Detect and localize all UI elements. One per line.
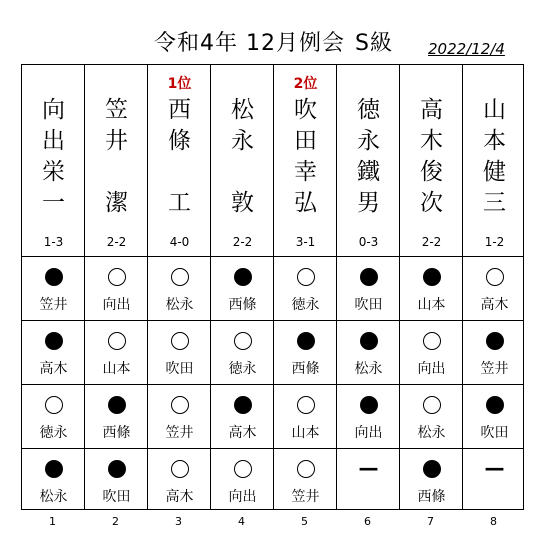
player-column xyxy=(85,65,148,509)
game-cell xyxy=(22,256,85,320)
player-name-char: 高 xyxy=(420,97,443,123)
game-cell xyxy=(85,448,148,512)
player-name-char: 永 xyxy=(231,128,254,154)
game-cell xyxy=(463,448,526,512)
player-name-char: 井 xyxy=(105,128,128,154)
opponent-name: 吹田 xyxy=(102,489,131,505)
title-class: S級 xyxy=(355,31,393,56)
opponent-name: 西條 xyxy=(417,489,446,505)
game-cell xyxy=(148,448,211,512)
game-cell xyxy=(463,384,526,448)
player-column xyxy=(22,65,85,509)
player-name-char: 栄 xyxy=(42,159,65,185)
player-column xyxy=(400,65,463,509)
column-number: 5 xyxy=(301,515,308,528)
opponent-name: 徳永 xyxy=(39,425,68,441)
game-cell xyxy=(274,256,337,320)
game-cell xyxy=(400,320,463,384)
win-circle-icon xyxy=(486,268,504,286)
player-name-char: 幸 xyxy=(294,159,317,185)
win-loss-record: 0-3 xyxy=(358,235,379,249)
game-cell xyxy=(148,256,211,320)
opponent-name: 吹田 xyxy=(165,361,194,377)
game-cell xyxy=(22,448,85,512)
loss-dot-icon xyxy=(234,396,252,414)
loss-dot-icon xyxy=(360,268,378,286)
opponent-name: 吹田 xyxy=(354,297,383,313)
loss-dot-icon xyxy=(423,460,441,478)
loss-dot-icon xyxy=(360,332,378,350)
player-name-char: 鐵 xyxy=(357,159,380,185)
player-column xyxy=(211,65,274,509)
opponent-name: 松永 xyxy=(39,489,68,505)
player-name-char: 弘 xyxy=(294,190,317,216)
opponent-name: 向出 xyxy=(102,297,131,313)
loss-dot-icon xyxy=(108,460,126,478)
results-table xyxy=(21,64,524,510)
win-circle-icon xyxy=(423,332,441,350)
column-number: 3 xyxy=(175,515,182,528)
opponent-name: 吹田 xyxy=(480,425,509,441)
opponent-name: 向出 xyxy=(228,489,257,505)
game-cell xyxy=(22,384,85,448)
player-name-char: 出 xyxy=(42,128,65,154)
game-cell xyxy=(400,384,463,448)
loss-dot-icon xyxy=(45,460,63,478)
win-loss-record: 2-2 xyxy=(106,235,127,249)
opponent-name: 高木 xyxy=(228,425,257,441)
player-name-char: 次 xyxy=(420,190,443,216)
loss-dot-icon xyxy=(423,268,441,286)
player-name-char: 俊 xyxy=(420,159,443,185)
opponent-name: 笠井 xyxy=(480,361,509,377)
game-cell xyxy=(211,448,274,512)
opponent-name: 松永 xyxy=(165,297,194,313)
loss-dot-icon xyxy=(297,332,315,350)
opponent-name: 笠井 xyxy=(39,297,68,313)
player-name-char: 永 xyxy=(357,128,380,154)
loss-dot-icon xyxy=(45,268,63,286)
game-cell xyxy=(274,384,337,448)
opponent-name: 向出 xyxy=(354,425,383,441)
player-name-char: 健 xyxy=(483,159,506,185)
player-name-char: 徳 xyxy=(357,97,380,123)
rank-label: 2位 xyxy=(293,76,318,92)
player-name-char: 一 xyxy=(42,190,65,216)
game-cell xyxy=(463,320,526,384)
player-name-char: 潔 xyxy=(105,190,128,216)
no-game-dash: — xyxy=(358,456,379,480)
game-cell xyxy=(463,256,526,320)
opponent-name: 山本 xyxy=(417,297,446,313)
game-cell xyxy=(85,256,148,320)
opponent-name: 松永 xyxy=(354,361,383,377)
player-name-char: 吹 xyxy=(294,97,317,123)
opponent-name: 山本 xyxy=(102,361,131,377)
date-label: 2022/12/4 xyxy=(428,40,505,58)
player-name-char: 笠 xyxy=(105,97,128,123)
win-circle-icon xyxy=(297,268,315,286)
loss-dot-icon xyxy=(45,332,63,350)
column-number: 6 xyxy=(364,515,371,528)
player-name-char: 松 xyxy=(231,97,254,123)
game-cell xyxy=(274,320,337,384)
opponent-name: 西條 xyxy=(291,361,320,377)
player-name-char: 西 xyxy=(168,97,191,123)
game-cell xyxy=(148,384,211,448)
player-name-char: 條 xyxy=(168,128,191,154)
loss-dot-icon xyxy=(234,268,252,286)
player-name-char: 本 xyxy=(483,128,506,154)
game-cell xyxy=(211,320,274,384)
game-cell xyxy=(85,320,148,384)
win-circle-icon xyxy=(171,396,189,414)
win-circle-icon xyxy=(297,396,315,414)
loss-dot-icon xyxy=(360,396,378,414)
player-column xyxy=(337,65,400,509)
opponent-name: 西條 xyxy=(102,425,131,441)
player-name-char: 工 xyxy=(168,190,191,216)
column-number: 7 xyxy=(427,515,434,528)
win-circle-icon xyxy=(234,460,252,478)
player-name-char: 山 xyxy=(483,97,506,123)
player-name-char: 田 xyxy=(294,128,317,154)
game-cell xyxy=(274,448,337,512)
win-loss-record: 1-2 xyxy=(484,235,505,249)
opponent-name: 徳永 xyxy=(228,361,257,377)
win-circle-icon xyxy=(171,268,189,286)
loss-dot-icon xyxy=(486,396,504,414)
player-name-char: 向 xyxy=(42,97,65,123)
win-loss-record: 2-2 xyxy=(232,235,253,249)
opponent-name: 高木 xyxy=(480,297,509,313)
player-column xyxy=(148,65,211,509)
opponent-name: 高木 xyxy=(39,361,68,377)
column-number: 4 xyxy=(238,515,245,528)
win-circle-icon xyxy=(45,396,63,414)
opponent-name: 松永 xyxy=(417,425,446,441)
game-cell xyxy=(400,256,463,320)
opponent-name: 高木 xyxy=(165,489,194,505)
opponent-name: 笠井 xyxy=(165,425,194,441)
game-cell xyxy=(400,448,463,512)
win-loss-record: 4-0 xyxy=(169,235,190,249)
no-game-dash: — xyxy=(484,456,505,480)
game-cell xyxy=(337,384,400,448)
player-name-char: 敦 xyxy=(231,190,254,216)
game-cell xyxy=(337,320,400,384)
game-cell xyxy=(85,384,148,448)
win-circle-icon xyxy=(297,460,315,478)
rank-label: 1位 xyxy=(167,76,192,92)
player-column xyxy=(274,65,337,509)
win-loss-record: 1-3 xyxy=(43,235,64,249)
column-number: 1 xyxy=(49,515,56,528)
game-cell xyxy=(337,448,400,512)
game-cell xyxy=(211,384,274,448)
win-loss-record: 2-2 xyxy=(421,235,442,249)
win-circle-icon xyxy=(423,396,441,414)
opponent-name: 笠井 xyxy=(291,489,320,505)
win-circle-icon xyxy=(108,268,126,286)
column-number: 8 xyxy=(490,515,497,528)
game-cell xyxy=(148,320,211,384)
win-loss-record: 3-1 xyxy=(295,235,316,249)
opponent-name: 徳永 xyxy=(291,297,320,313)
opponent-name: 西條 xyxy=(228,297,257,313)
game-cell xyxy=(337,256,400,320)
game-cell xyxy=(211,256,274,320)
column-number: 2 xyxy=(112,515,119,528)
win-circle-icon xyxy=(234,332,252,350)
opponent-name: 向出 xyxy=(417,361,446,377)
player-column xyxy=(463,65,526,509)
loss-dot-icon xyxy=(486,332,504,350)
win-circle-icon xyxy=(108,332,126,350)
title-main: 令和4年 12月例会 xyxy=(154,31,346,56)
player-name-char: 三 xyxy=(483,190,506,216)
player-name-char: 木 xyxy=(420,128,443,154)
win-circle-icon xyxy=(171,460,189,478)
opponent-name: 山本 xyxy=(291,425,320,441)
game-cell xyxy=(22,320,85,384)
loss-dot-icon xyxy=(108,396,126,414)
win-circle-icon xyxy=(171,332,189,350)
player-name-char: 男 xyxy=(357,190,380,216)
